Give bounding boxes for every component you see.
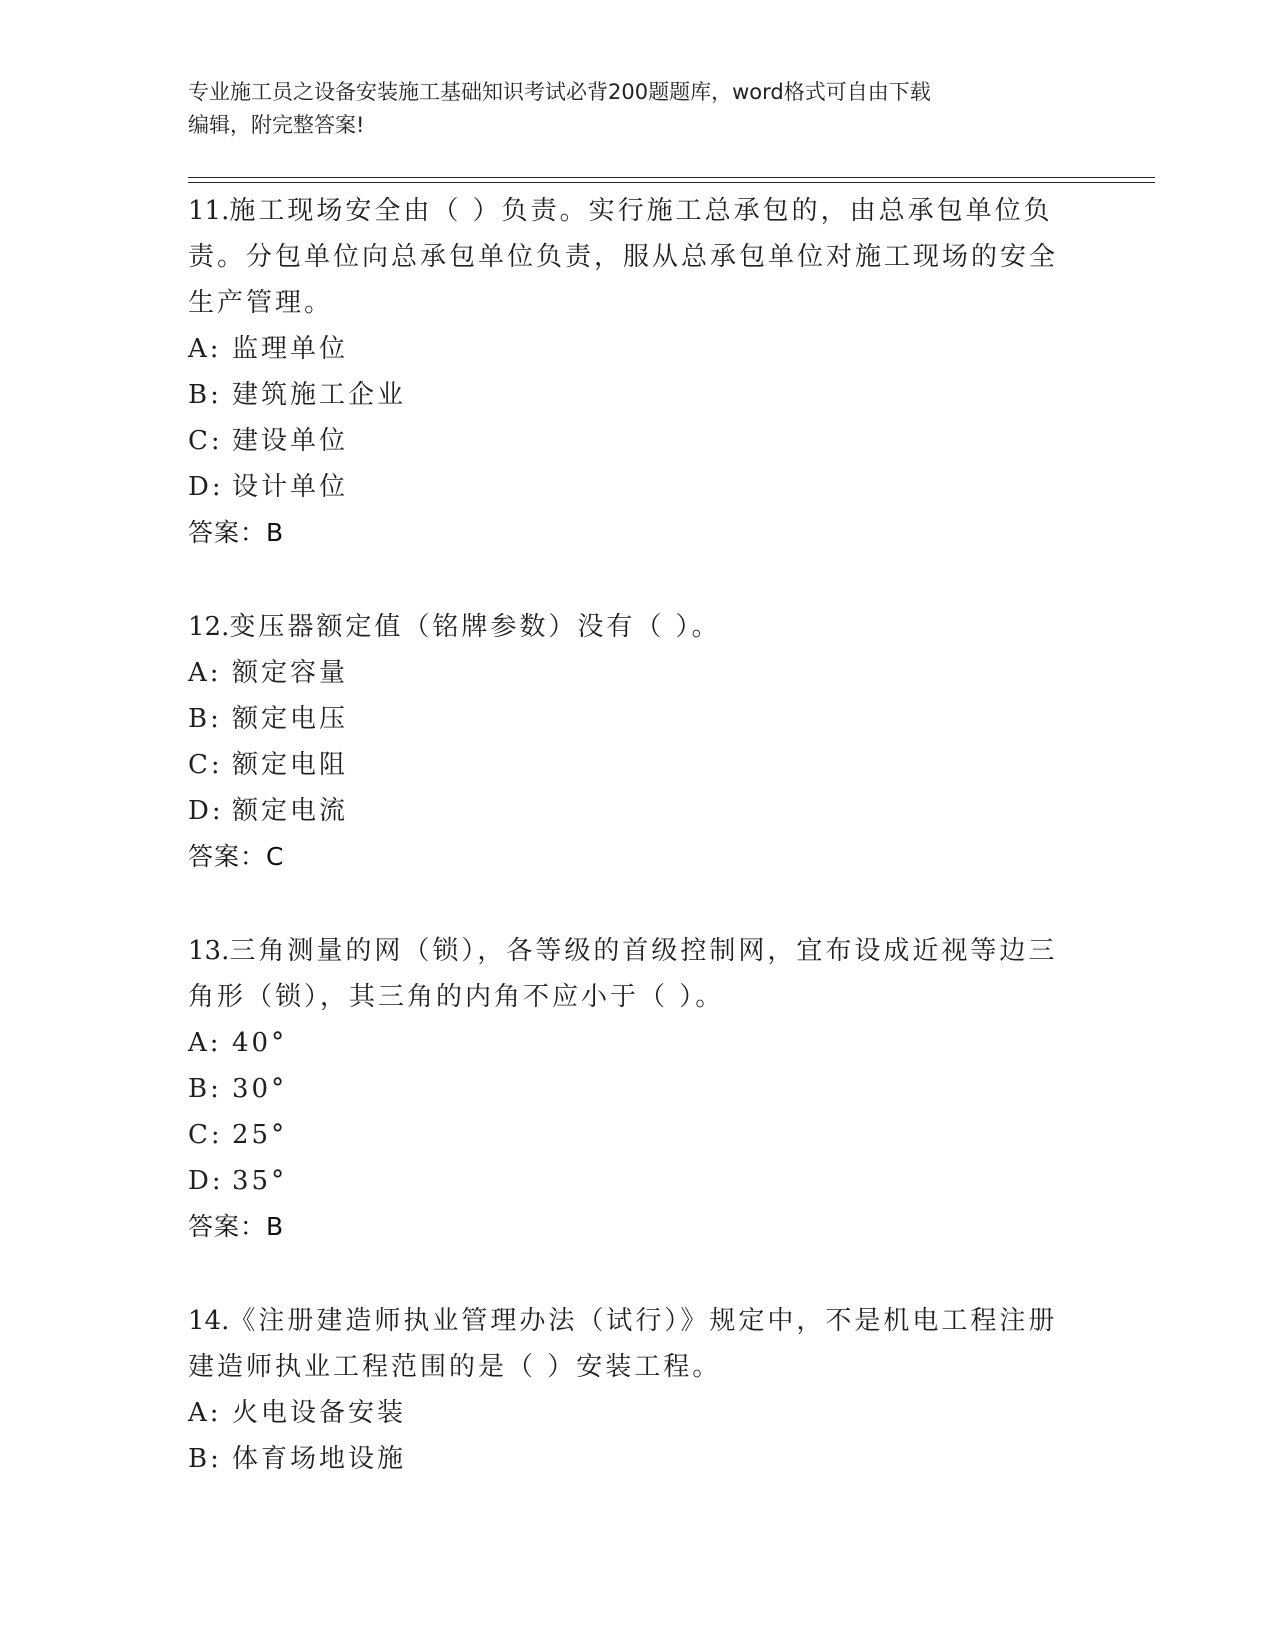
option-letter: C: (188, 1120, 223, 1150)
question-stem-line (188, 928, 1088, 974)
answer-option (188, 1020, 1088, 1066)
option-text: 设计单位 (232, 472, 349, 502)
question-stem-line (188, 280, 1088, 326)
option-text: 35° (232, 1166, 288, 1196)
option-letter: D: (188, 472, 224, 502)
answer-option (188, 418, 1088, 464)
answer-option (188, 1066, 1088, 1112)
option-letter: C: (188, 750, 223, 780)
option-text: 监理单位 (232, 334, 349, 364)
answer-option (188, 788, 1088, 834)
question-stem-text: 责。分包单位向总承包单位负责，服从总承包单位对施工现场的安全 (188, 242, 1059, 272)
option-letter: A: (188, 658, 222, 688)
answer-option (188, 1436, 1088, 1482)
option-letter: A: (188, 1028, 222, 1058)
option-letter: B: (188, 704, 222, 734)
answer-key: 答案：B (188, 1212, 285, 1241)
answer-option (188, 464, 1088, 510)
answer-option (188, 742, 1088, 788)
question-stem-text: 施工现场安全由（ ）负责。实行施工总承包的，由总承包单位负 (229, 196, 1053, 226)
question-number: 14. (188, 1306, 230, 1336)
option-text: 30° (232, 1074, 288, 1104)
question-stem-line (188, 234, 1088, 280)
option-letter: B: (188, 1444, 222, 1474)
answer-key: 答案：B (188, 518, 285, 547)
question-stem-text: 《注册建造师执业管理办法（试行）》规定中，不是机电工程注册 (229, 1306, 1058, 1336)
header-divider-top (188, 177, 1155, 178)
option-letter: B: (188, 1074, 222, 1104)
question-list (188, 188, 1088, 1530)
option-text: 40° (232, 1028, 288, 1058)
option-text: 25° (232, 1120, 288, 1150)
question-number: 12. (188, 612, 230, 642)
question-stem-text: 变压器额定值（铭牌参数）没有（ ）。 (229, 612, 721, 642)
option-letter: D: (188, 796, 224, 826)
option-text: 额定电压 (232, 704, 349, 734)
header-title-line-2: 编辑，附完整答案! (188, 113, 365, 137)
question-number: 13. (188, 936, 230, 966)
question-stem-text: 三角测量的网（锁），各等级的首级控制网，宜布设成近视等边三 (229, 936, 1058, 966)
option-text: 额定电阻 (232, 750, 349, 780)
question-stem-line (188, 1298, 1088, 1344)
header-divider-bottom (188, 182, 1155, 183)
question-item (188, 1298, 1088, 1482)
question-number: 11. (188, 196, 230, 226)
option-letter: D: (188, 1166, 224, 1196)
option-letter: A: (188, 334, 222, 364)
option-text: 建筑施工企业 (232, 380, 407, 410)
question-stem-text: 生产管理。 (188, 288, 334, 318)
answer-option (188, 696, 1088, 742)
option-text: 额定容量 (232, 658, 349, 688)
option-letter: B: (188, 380, 222, 410)
question-item (188, 604, 1088, 880)
answer-option (188, 372, 1088, 418)
option-text: 体育场地设施 (232, 1444, 407, 1474)
question-stem-text: 角形（锁），其三角的内角不应小于（ ）。 (188, 982, 725, 1012)
question-stem-line (188, 188, 1088, 234)
question-stem-line (188, 1344, 1088, 1390)
question-item (188, 928, 1088, 1250)
option-text: 火电设备安装 (232, 1398, 407, 1428)
option-text: 建设单位 (232, 426, 349, 456)
answer-option (188, 1390, 1088, 1436)
answer-option (188, 1158, 1088, 1204)
document-header (188, 76, 1068, 142)
question-item (188, 188, 1088, 556)
answer-option (188, 1112, 1088, 1158)
option-letter: A: (188, 1398, 222, 1428)
header-title-line-1: 专业施工员之设备安装施工基础知识考试必背200题题库，word格式可自由下载 (188, 80, 931, 104)
answer-option (188, 650, 1088, 696)
answer-option (188, 326, 1088, 372)
question-stem-text: 建造师执业工程范围的是（ ）安装工程。 (188, 1352, 722, 1382)
option-text: 额定电流 (232, 796, 349, 826)
question-stem-line (188, 974, 1088, 1020)
question-stem-line (188, 604, 1088, 650)
answer-key: 答案：C (188, 842, 285, 871)
option-letter: C: (188, 426, 223, 456)
